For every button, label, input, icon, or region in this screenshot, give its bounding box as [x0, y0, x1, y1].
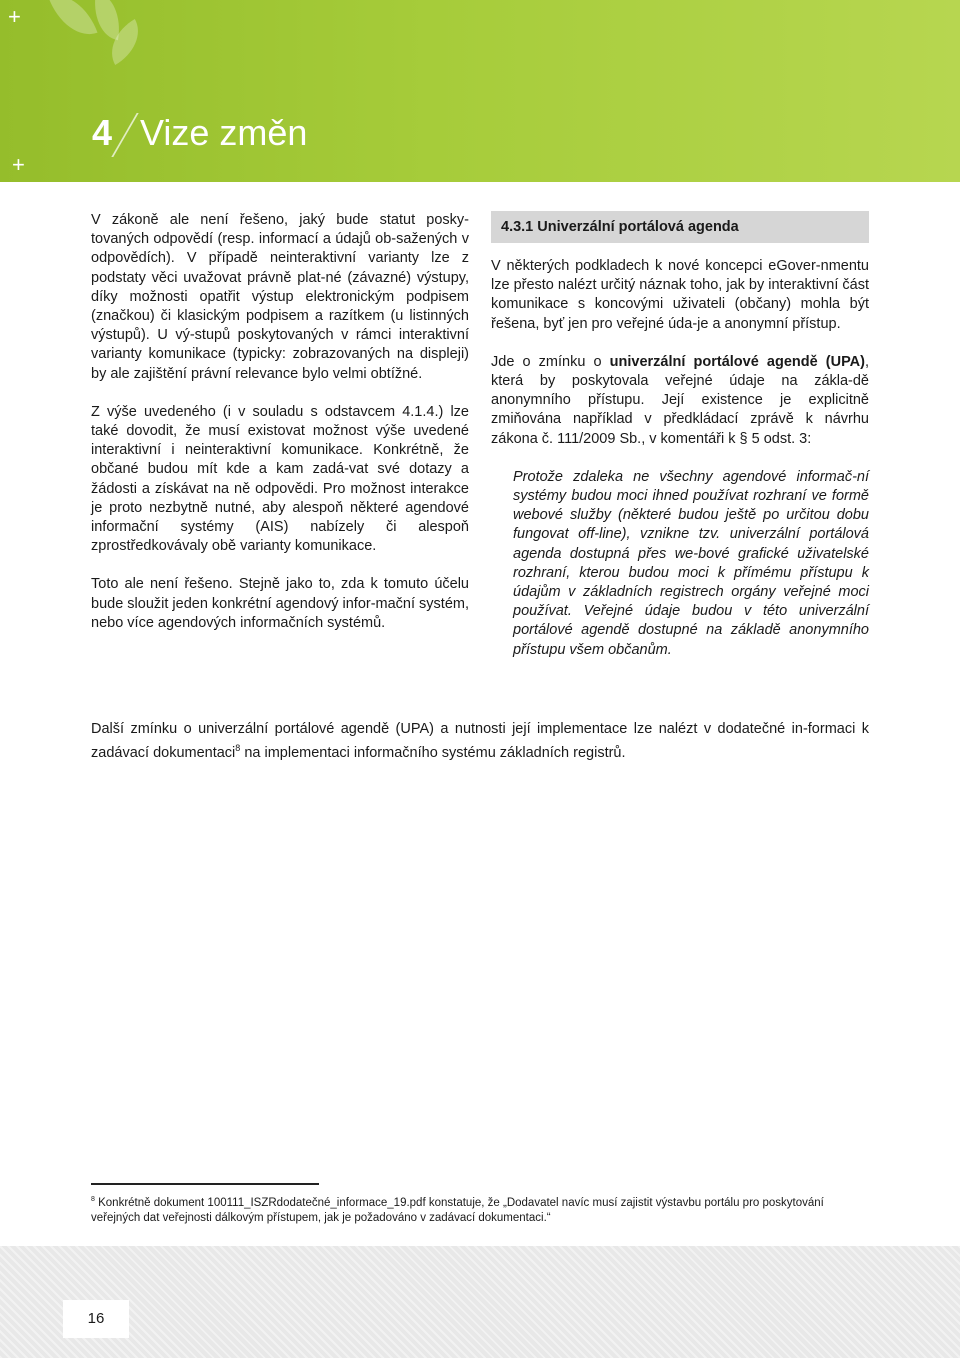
plus-icon: + — [12, 152, 25, 177]
slash-divider — [111, 113, 138, 157]
paragraph: Toto ale není řešeno. Stejně jako to, zda k tomuto účelu bude sloužit jeden konkrétní agendový infor-mační systém, nebo více agendových informačních systémů. — [91, 576, 470, 631]
paragraph-text: Další zmínku o univerzální portálové agendě (UPA) a nutnosti její implementace lze nalézt v dodatečné in-formaci k zadávací dokumentaci — [91, 721, 869, 762]
paragraph — [491, 353, 869, 449]
footer-band — [0, 1246, 960, 1358]
paragraph: Z výše uvedeného (i v souladu s odstavcem 4.1.4.) lze také dovodit, že musí existovat možnost výše uvedené interaktivní i neinteraktivní komunikace. Konkrétně, že občané budou mít kde a kam zadá-vat své dotazy a žádosti a získávat na ně odpovědi. Pro možnost interakce je proto nezbytně nutné, aby alespoň některé agendové informační systémy (AIS) nabízely či alespoň zprostředkovávaly obě varianty komunikace. — [91, 403, 469, 555]
page-number: 16 — [63, 1300, 129, 1338]
footnote-text: Konkrétně dokument 100111_ISZRdodatečné_informace_19.pdf konstatuje, že „Dodavatel navíc musí zajistit výstavbu portálu pro poskytování veřejných dat veřejnosti dálkovým přístupem, jak je požadováno v zadávací dokumentaci.“ — [91, 1196, 824, 1225]
footnote-ref[interactable]: 8 — [235, 743, 241, 754]
chapter-number: 4 — [92, 112, 113, 153]
quote: Protože zdaleka ne všechny agendové informač-ní systémy budou moci ihned používat rozhraní ve formě webové služby (některé budou ještě po určitou dobu fungovat off-line), vznikne tzv. univerzální portálová agenda dostupná přes we-bové grafické uživatelské rozhraní, kterou budou moci k přímému přístupu k údajům v základních registrech orgány veřejné moci používat. Veřejné údaje budou v této univerzální portálové agendě dostupné na základě anonymního přístupu všem občanům. — [513, 468, 869, 658]
bold-term: univerzální portálové agendě (UPA) — [609, 353, 865, 370]
leaf-decoration — [48, 0, 97, 44]
chapter-header-band — [0, 0, 960, 182]
paragraph: V zákoně ale není řešeno, jaký bude statut posky-tovaných odpovědí (resp. informací a údajů ob-sažených v odpovědích). V případě neinteraktivní varianty lze z podstaty věci uvažovat právně plat-né (závazné) výstupy, díky možnosti opatřit výstup elektronickým podpisem (značkou) či klasickým podpisem a razítkem (u listinných výstupů). U vý-stupů poskytovaných v rámci interaktivní varianty komunikace (typicky: zobrazovaných na displeji) by ale zajištění právní relevance bylo velmi obtížné. — [91, 212, 469, 382]
paragraph: V některých podkladech k nové koncepci eGover-nmentu lze přesto nalézt určitý náznak toho, jak by interaktivní část komunikace s koncovými uživateli (občany) mohla být řešena, byť jen pro veřejné úda-je a anonymní přístup. — [491, 258, 869, 332]
chapter-title — [92, 110, 307, 157]
plus-icon: + — [8, 4, 21, 29]
section-heading: 4.3.1 Univerzální portálová agenda — [491, 211, 869, 243]
chapter-title-text: Vize změn — [140, 112, 308, 153]
footnote-separator — [91, 1183, 319, 1185]
paragraph-text: Jde o zmínku o — [491, 353, 610, 370]
full-width-paragraph — [91, 720, 869, 763]
right-column — [491, 211, 869, 679]
left-column — [91, 211, 469, 652]
footnote — [91, 1192, 869, 1227]
paragraph-text: na implementaci informačního systému základních registrů. — [240, 745, 626, 762]
paragraph-text: , která by poskytovala veřejné údaje na zákla-dě anonymního přístupu. Její existence je explicitně zmiňována například v předkládací zprávě k návrhu zákona č. 111/2009 Sb., v komentáři k § 5 odst. 3: — [491, 353, 869, 447]
footnote-mark: 8 — [91, 1196, 95, 1203]
